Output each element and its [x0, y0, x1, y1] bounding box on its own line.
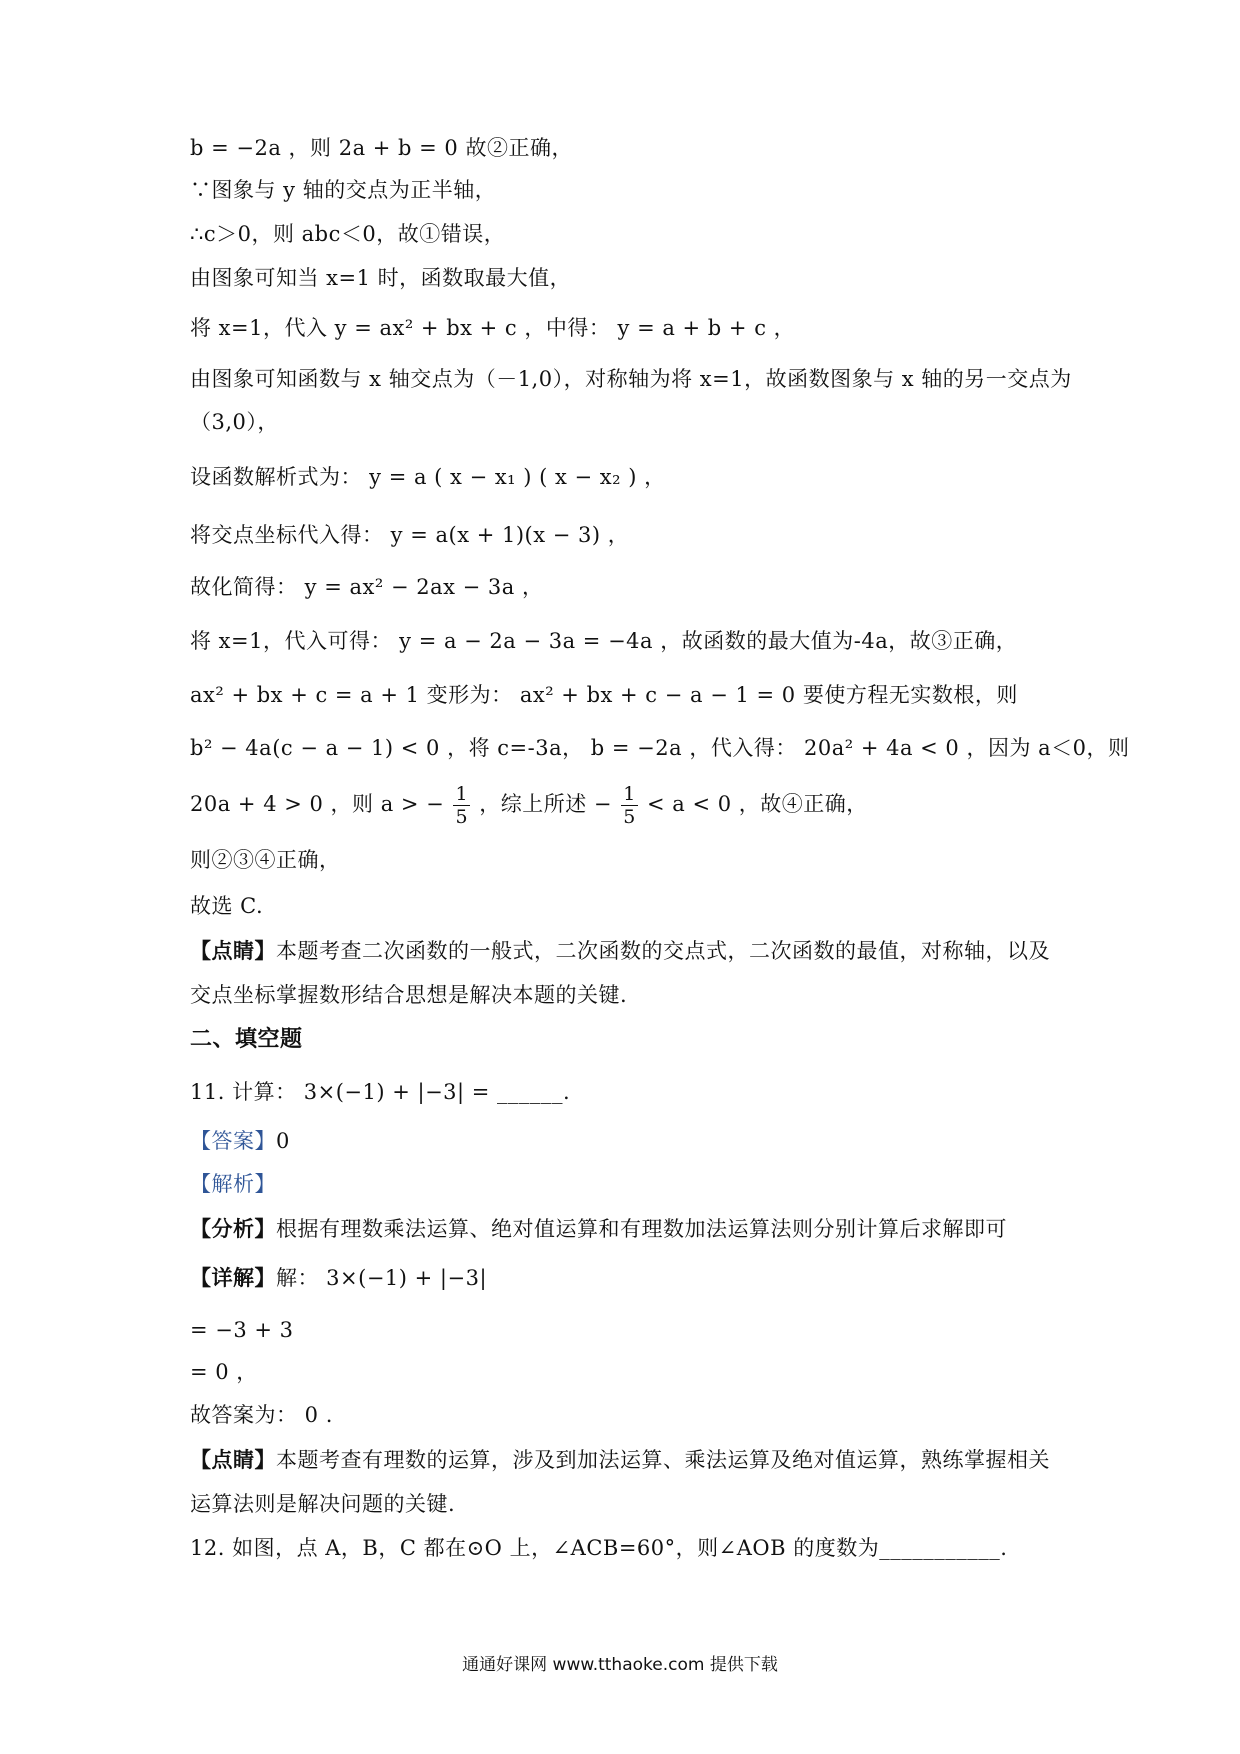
fraction-denominator: 5 — [455, 806, 469, 828]
text-line: b² − 4a(c − a − 1) < 0 ，将 c=-3a， b = −2a ，代入得： 20a² + 4a < 0 ，因为 a＜0，则 — [190, 736, 1130, 760]
fraction-numerator: 1 — [623, 783, 636, 805]
fenxi-line — [190, 1215, 1007, 1243]
fenxi-tag: 【分析】 — [190, 1216, 276, 1241]
note-tag: 【点睛】 — [190, 938, 276, 963]
text-segment: < a < 0 ，故④正确， — [647, 792, 868, 816]
fraction-denominator: 5 — [623, 806, 636, 828]
text-line: 将 x=1，代入 y = ax² + bx + c ，中得： y = a + b + c ， — [190, 316, 796, 340]
xiangjie-line — [190, 1264, 487, 1292]
question-12: 12. 如图，点 A，B，C 都在⊙O 上，∠ACB=60°，则∠AOB 的度数为___________. — [190, 1536, 1008, 1560]
xiangjie-text: 解： 3×(−1) + |−3| — [276, 1266, 488, 1290]
conclusion-line: 故答案为： 0 . — [190, 1403, 333, 1427]
text-line: 则②③④正确， — [190, 848, 341, 872]
text-segment: ，综上所述 − — [479, 792, 613, 816]
analysis-tag: 【解析】 — [190, 1172, 276, 1196]
answer-value: 0 — [276, 1129, 290, 1153]
fraction-numerator: 1 — [455, 783, 469, 805]
text-segment: 20a + 4 > 0 ，则 a > − — [190, 792, 445, 816]
fraction — [453, 783, 470, 828]
text-line: 将 x=1，代入可得： y = a − 2a − 3a = −4a ，故函数的最大值为-4a，故③正确， — [190, 629, 1018, 653]
text-line: 故化简得： y = ax² − 2ax − 3a ， — [190, 575, 544, 599]
section-heading: 二、填空题 — [190, 1027, 303, 1052]
note-tag: 【点睛】 — [190, 1447, 276, 1472]
question-11: 11. 计算： 3×(−1) + |−3| = ______. — [190, 1080, 571, 1104]
text-line: 运算法则是解决问题的关键. — [190, 1492, 456, 1516]
page-footer: 通通好课网 www.tthaoke.com 提供下载 — [462, 1655, 778, 1675]
answer-line — [190, 1127, 290, 1155]
fenxi-text: 根据有理数乘法运算、绝对值运算和有理数加法运算法则分别计算后求解即可 — [276, 1217, 1007, 1241]
text-line: ∴c＞0，则 abc＜0，故①错误， — [190, 222, 506, 246]
note-text: 本题考查二次函数的一般式，二次函数的交点式，二次函数的最值，对称轴，以及 — [276, 939, 1050, 963]
text-line: 由图象可知函数与 x 轴交点为（－1,0），对称轴为将 x=1，故函数图象与 x 轴的另一交点为 — [190, 367, 1072, 391]
note-paragraph — [190, 937, 1050, 965]
step-line: = −3 + 3 — [190, 1318, 294, 1342]
text-line: 故选 C. — [190, 894, 264, 918]
inequality-line — [190, 780, 868, 828]
text-line: ax² + bx + c = a + 1 变形为： ax² + bx + c − a − 1 = 0 要使方程无实数根，则 — [190, 683, 1018, 707]
note-paragraph — [190, 1446, 1050, 1474]
step-line: = 0 ， — [190, 1360, 258, 1384]
xiangjie-tag: 【详解】 — [190, 1265, 276, 1290]
answer-tag: 【答案】 — [190, 1129, 276, 1153]
fraction — [621, 783, 638, 828]
text-line: 交点坐标掌握数形结合思想是解决本题的关键. — [190, 983, 628, 1007]
text-line: 设函数解析式为： y = a ( x − x₁ ) ( x − x₂ ) ， — [190, 465, 666, 489]
text-line: （3,0）， — [190, 410, 279, 434]
note-text: 本题考查有理数的运算，涉及到加法运算、乘法运算及绝对值运算，熟练掌握相关 — [276, 1448, 1050, 1472]
text-line: 将交点坐标代入得： y = a(x + 1)(x − 3) ， — [190, 523, 630, 547]
text-line: ∵图象与 y 轴的交点为正半轴， — [190, 178, 497, 202]
text-line: b = −2a ，则 2a + b = 0 故②正确， — [190, 136, 573, 160]
text-line: 由图象可知当 x=1 时，函数取最大值， — [190, 266, 572, 290]
